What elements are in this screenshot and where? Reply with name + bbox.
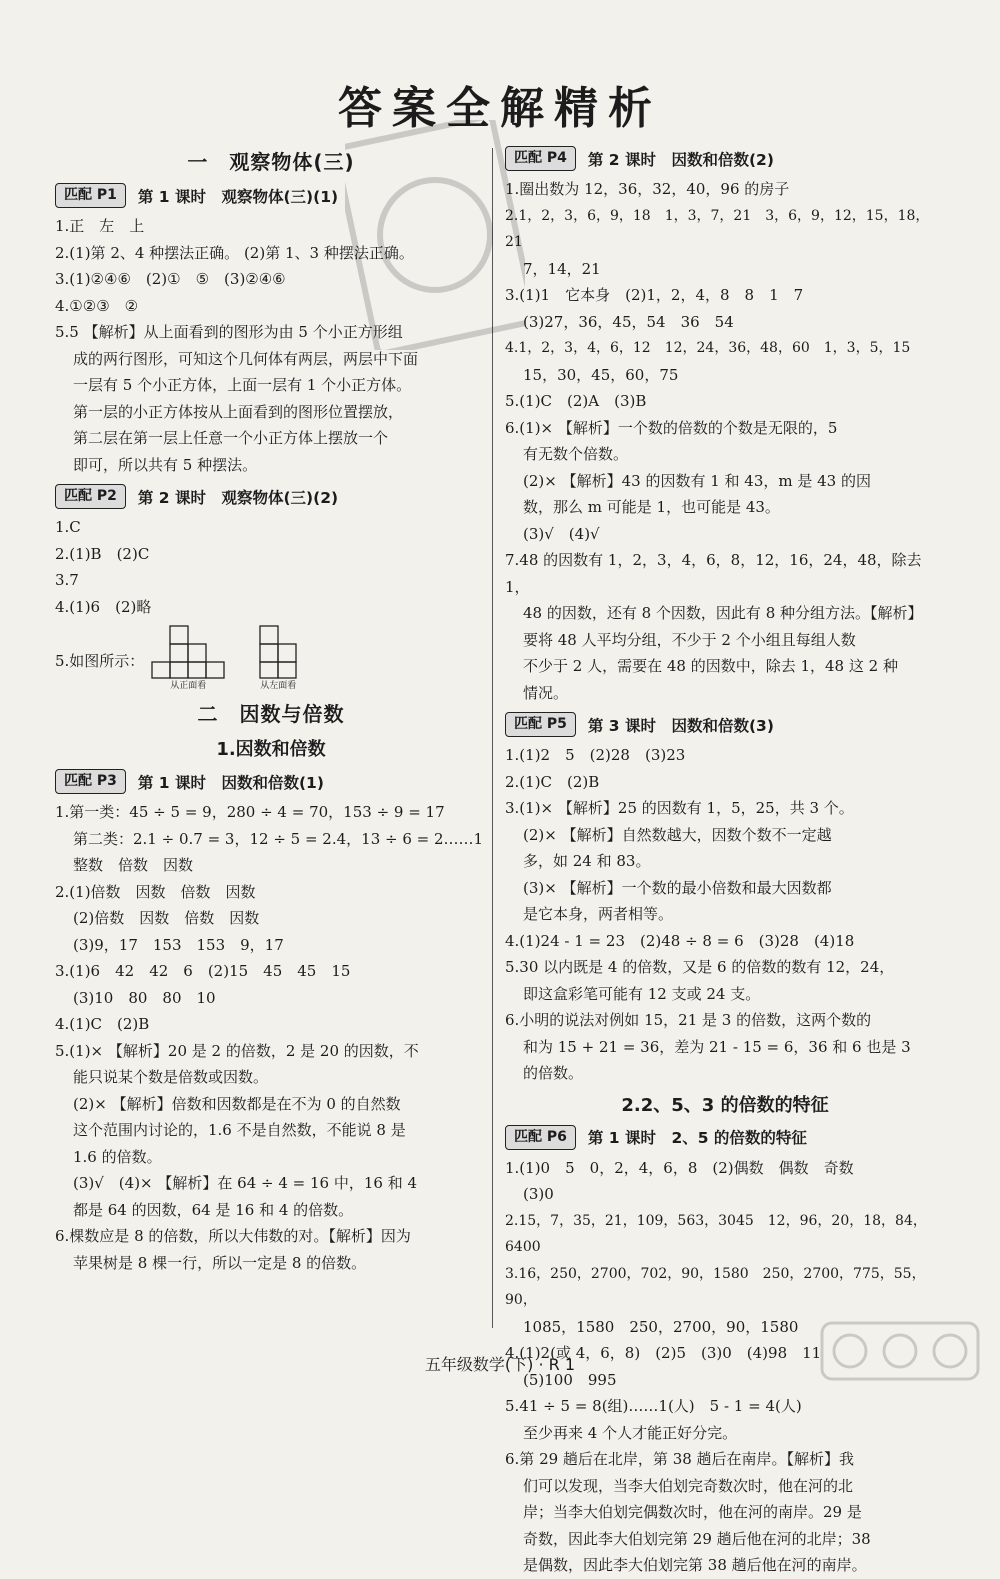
answer-line: 至少再来 4 个人才能正好分完。 <box>523 1423 738 1442</box>
answer-line: 整数 倍数 因数 <box>73 856 194 874</box>
answer-line: 2.1，2，3，6，9，18 1，3，7，21 3，6，9，12，15，18，21 <box>505 207 930 250</box>
answer-line: 第二类：2.1 ÷ 0.7 = 3，12 ÷ 5 = 2.4，13 ÷ 6 = 2……1 <box>73 829 484 848</box>
answer-line: 一层有 5 个小正方体，上面一层有 1 个小正方体。 <box>73 376 412 394</box>
section-heading: 2.2、5、3 的倍数的特征 <box>621 1094 829 1116</box>
answer-line: 成的两行图形，可知这个几何体有两层，两层中下面 <box>73 349 419 368</box>
answer-line: 1.(1)2 5 (2)28 (3)23 <box>505 746 686 764</box>
answer-line: 3.(1)②④⑥ (2)① ⑤ (3)②④⑥ <box>55 270 286 288</box>
answer-line: 1.6 的倍数。 <box>73 1147 162 1166</box>
answer-line: (2)倍数 因数 倍数 因数 <box>73 909 260 927</box>
answer-line: (3)10 80 80 10 <box>73 988 216 1007</box>
lesson-header <box>55 769 487 794</box>
answer-line: 3.7 <box>55 571 79 589</box>
answer-line: 1.(1)0 5 0，2，4，6，8 (2)偶数 偶数 奇数 <box>505 1158 854 1177</box>
section-heading: 1.因数和倍数 <box>216 739 326 760</box>
lesson-title: 第 3 课时 因数和倍数(3) <box>587 716 774 735</box>
answer-line: 3.(1)× 【解析】25 的因数有 1，5，25，共 3 个。 <box>505 799 854 817</box>
answer-line: 3.(1)1 它本身 (2)1，2，4，8 8 1 7 <box>505 286 804 304</box>
answer-line: 7，14，21 <box>523 259 601 278</box>
answer-line: 有无数个倍数。 <box>523 445 629 463</box>
answer-line: 都是 64 的因数，64 是 16 和 4 的倍数。 <box>73 1200 354 1219</box>
lesson-header <box>505 1125 945 1150</box>
answer-line: 48 的因数，还有 8 个因数，因此有 8 种分组方法。【解析】 <box>523 604 923 622</box>
lesson-title: 第 1 课时 因数和倍数(1) <box>137 773 324 792</box>
figure-row <box>55 624 487 692</box>
answer-line: 15，30，45，60，75 <box>523 365 679 384</box>
answer-line: 4.(1)6 (2)略 <box>55 597 152 616</box>
answer-line: (5)100 995 <box>523 1370 617 1389</box>
answer-line: 4.①②③ ② <box>55 296 139 315</box>
answer-line: (3)√ (4)√ <box>523 524 600 543</box>
answer-line: 奇数，因此李大伯划完第 29 趟后他在河的北岸；38 <box>523 1529 871 1548</box>
answer-line: 的倍数。 <box>523 1064 584 1082</box>
answer-line: 4.1，2，3，4，6，12 12，24，36，48，60 1，3，5，15 <box>505 340 911 356</box>
lesson-badge: 匹配 P5 <box>505 712 576 737</box>
answer-line: 1.C <box>55 518 81 536</box>
answer-line: 情况。 <box>523 683 569 702</box>
chapter-heading: 一 观察物体(三) <box>187 150 355 174</box>
stamp-watermark-icon <box>345 120 525 350</box>
answer-line: 能只说某个数是倍数或因数。 <box>73 1068 269 1086</box>
answer-line: 不少于 2 人，需要在 48 的因数中，除去 1，48 这 2 种 <box>523 657 898 675</box>
answer-line: 6.棵数应是 8 的倍数，所以大伟数的对。【解析】因为 <box>55 1227 411 1245</box>
answer-line: (3)× 【解析】一个数的最小倍数和最大因数都 <box>523 878 832 897</box>
answer-line: 要将 48 人平均分组，不少于 2 个小组且每组人数 <box>523 630 856 649</box>
answer-line: 2.(1)C (2)B <box>505 772 600 791</box>
lesson-title: 第 2 课时 因数和倍数(2) <box>587 150 774 169</box>
lesson-title: 第 1 课时 2、5 的倍数的特征 <box>587 1129 807 1147</box>
answer-line: 们可以发现，当李大伯划完奇数次时，他在河的北 <box>523 1476 854 1495</box>
answer-line: 这个范围内讨论的，1.6 不是自然数，不能说 8 是 <box>73 1121 406 1139</box>
answer-line: 1085，1580 250，2700，90，1580 <box>523 1317 799 1336</box>
lesson-header <box>505 146 945 171</box>
lesson-badge: 匹配 P3 <box>55 769 126 794</box>
answer-line: 3.(1)6 42 42 6 (2)15 45 45 15 <box>55 962 351 980</box>
answer-line: 4.(1)C (2)B <box>55 1015 150 1033</box>
answer-line: 5.(1)× 【解析】20 是 2 的倍数，2 是 20 的因数，不 <box>55 1041 419 1060</box>
answer-line: (2)× 【解析】倍数和因数都是在不为 0 的自然数 <box>73 1094 401 1113</box>
answer-line: 1.圈出数为 12，36，32，40，96 的房子 <box>505 180 790 198</box>
lesson-header <box>55 484 487 509</box>
answer-line: 5.(1)C (2)A (3)B <box>505 392 647 410</box>
lesson-badge: 匹配 P6 <box>505 1125 576 1150</box>
answer-line: (3)27，36，45，54 36 54 <box>523 312 734 331</box>
answer-line: 2.15，7，35，21，109，563，3045 12，96，20，18，84，6400 <box>505 1212 927 1255</box>
left-view-grid <box>256 624 300 680</box>
answer-line: 即可，所以共有 5 种摆法。 <box>73 455 258 474</box>
figure-label: 5.如图所示： <box>55 652 145 670</box>
front-view-grid <box>148 624 228 680</box>
front-view-figure <box>148 624 228 692</box>
answer-line: 1.正 左 上 <box>55 217 145 235</box>
lesson-badge: 匹配 P1 <box>55 183 126 208</box>
answer-line: 是它本身，两者相等。 <box>523 905 674 923</box>
answer-line: 是偶数，因此李大伯划完第 38 趟后他在河的南岸。 <box>523 1556 867 1574</box>
answer-line: (3)√ (4)× 【解析】在 64 ÷ 4 = 16 中，16 和 4 <box>73 1174 418 1192</box>
answer-line: 4.(1)2(或 4，6，8) (2)5 (3)0 (4)98 11 <box>505 1344 822 1362</box>
lesson-title: 第 2 课时 观察物体(三)(2) <box>137 488 339 507</box>
answer-line: 1.第一类：45 ÷ 5 = 9，280 ÷ 4 = 70，153 ÷ 9 = 17 <box>55 803 445 821</box>
answer-line: 6.(1)× 【解析】一个数的倍数的个数是无限的，5 <box>505 418 838 437</box>
answer-line: 数，那么 m 可能是 1，也可能是 43。 <box>523 498 780 516</box>
chapter-heading: 二 因数与倍数 <box>197 702 345 726</box>
answer-line: 苹果树是 8 棵一行，所以一定是 8 的倍数。 <box>73 1253 367 1272</box>
lesson-badge: 匹配 P4 <box>505 146 576 171</box>
answer-line: 2.(1)B (2)C <box>55 544 150 563</box>
answer-line: 5.5 【解析】从上面看到的图形为由 5 个小正方形组 <box>55 323 403 341</box>
answer-line: 多，如 24 和 83。 <box>523 852 651 870</box>
answer-line: 7.48 的因数有 1，2，3，4，6，8，12，16，24，48，除去 1， <box>505 551 922 596</box>
answer-line: 5.30 以内既是 4 的倍数，又是 6 的倍数的数有 12，24， <box>505 958 895 976</box>
answer-line: 岸；当李大伯划完偶数次时，他在河的南岸。29 是 <box>523 1503 862 1521</box>
answer-line: (2)× 【解析】43 的因数有 1 和 43，m 是 43 的因 <box>523 471 871 490</box>
answer-line: 6.小明的说法对例如 15，21 是 3 的倍数，这两个数的 <box>505 1011 872 1029</box>
lesson-badge: 匹配 P2 <box>55 484 126 509</box>
left-view-figure <box>256 624 300 692</box>
answer-line: 第一层的小正方体按从上面看到的图形位置摆放， <box>73 402 404 421</box>
answer-line: (2)× 【解析】自然数越大，因数个数不一定越 <box>523 825 832 844</box>
lesson-title: 第 1 课时 观察物体(三)(1) <box>137 187 339 206</box>
answer-line: 6.第 29 趟后在北岸，第 38 趟后在南岸。【解析】我 <box>505 1450 855 1468</box>
answer-line: 即这盒彩笔可能有 12 支或 24 支。 <box>523 984 761 1003</box>
figure-caption: 从左面看 <box>260 681 297 691</box>
answer-line: 和为 15 + 21 = 36，差为 21 - 15 = 6，36 和 6 也是 3 <box>523 1037 911 1056</box>
answer-line: 第二层在第一层上任意一个小正方体上摆放一个 <box>73 429 389 447</box>
answer-line: (3)0 <box>523 1185 554 1203</box>
lesson-header <box>505 712 945 737</box>
site-logo-watermark-icon <box>820 1321 980 1381</box>
answer-line: 3.16，250，2700，702，90，1580 250，2700，775，55，90， <box>505 1265 926 1308</box>
answer-line: (3)9，17 153 153 9，17 <box>73 935 284 954</box>
answer-line: 2.(1)倍数 因数 倍数 因数 <box>55 882 256 901</box>
page-title: 答案全解精析 <box>338 83 662 134</box>
figure-caption: 从正面看 <box>170 681 207 691</box>
page-footer: 五年级数学(下) · R 1 <box>424 1355 576 1374</box>
answer-line: 5.41 ÷ 5 = 8(组)……1(人) 5 - 1 = 4(人) <box>505 1397 802 1415</box>
answer-line: 2.(1)第 2、4 种摆法正确。 (2)第 1、3 种摆法正确。 <box>55 243 414 262</box>
answer-line: 4.(1)24 - 1 = 23 (2)48 ÷ 8 = 6 (3)28 (4)18 <box>505 931 855 950</box>
